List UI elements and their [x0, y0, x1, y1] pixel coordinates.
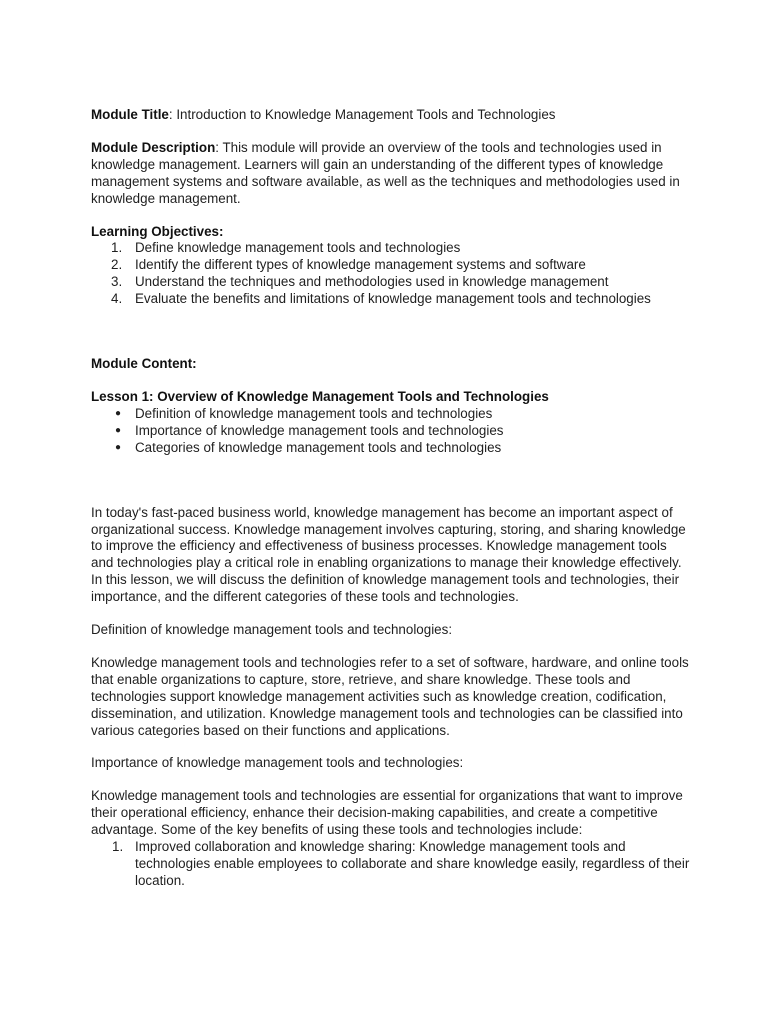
bullet-icon: ● [115, 407, 122, 419]
lesson-heading [91, 389, 691, 406]
list-item [91, 240, 691, 257]
learning-objectives-heading [91, 224, 691, 241]
module-description-value: : This module will provide an overview of the tools and technologies used in knowledge management. Learners will gain an understanding of the different types of knowledge management systems and software available, as well as the techniques and methodologies used in knowledge management. [91, 139, 680, 206]
module-content-heading-text: Module Content: [91, 356, 197, 372]
list-item-text: Categories of knowledge management tools and technologies [135, 439, 502, 455]
document-page [91, 107, 691, 890]
list-item [91, 839, 691, 890]
benefits-list [91, 839, 691, 890]
lesson-intro-paragraph: In today's fast-paced business world, knowledge management has become an important aspect of organizational success. Knowledge management involves capturing, storing, and sharing knowledge to improve the efficiency and effectiveness of business processes. Knowledge management tools and technologies play a critical role in enabling organizations to manage their knowledge effectively. In this lesson, we will discuss the definition of knowledge management tools and technologies, their importance, and the different categories of these tools and technologies. [91, 504, 686, 605]
list-item-text: Importance of knowledge management tools and technologies [135, 422, 504, 438]
list-item-number: 2. [111, 257, 123, 273]
list-item-number: 1. [112, 839, 124, 855]
list-item-number: 4. [111, 291, 123, 307]
list-item [91, 423, 691, 440]
list-item [91, 406, 691, 423]
module-description-paragraph [91, 140, 691, 208]
lesson-topics-list [91, 406, 691, 457]
list-item-text: Improved collaboration and knowledge sharing: Knowledge management tools and technologies enable employees to collaborate and share knowledge easily, regardless of their location. [135, 839, 690, 888]
lesson-heading-text: Lesson 1: Overview of Knowledge Management Tools and Technologies [91, 388, 549, 404]
list-item-text: Understand the techniques and methodologies used in knowledge management [135, 274, 609, 290]
list-item [91, 440, 691, 457]
list-item-text: Definition of knowledge management tools and technologies [135, 405, 493, 421]
list-item-text: Identify the different types of knowledge management systems and software [135, 257, 586, 273]
bullet-icon: ● [115, 424, 122, 436]
module-title-value: : Introduction to Knowledge Management Tools and Technologies [168, 107, 556, 122]
module-title-line [91, 107, 691, 124]
importance-heading: Importance of knowledge management tools and technologies: [91, 755, 464, 771]
importance-paragraph: Knowledge management tools and technologies are essential for organizations that want to improve their operational efficiency, enhance their decision-making capabilities, and create a competitive advantage. Some of the key benefits of using these tools and technologies include: [91, 788, 683, 838]
definition-heading: Definition of knowledge management tools and technologies: [91, 622, 453, 638]
list-item-text: Evaluate the benefits and limitations of knowledge management tools and technologies [135, 291, 651, 307]
learning-objectives-list [91, 240, 691, 308]
definition-paragraph: Knowledge management tools and technologies refer to a set of software, hardware, and online tools that enable organizations to capture, store, retrieve, and share knowledge. These tools and technologies support knowledge management activities such as knowledge creation, codification, dissemination, and utilization. Knowledge management tools and technologies can be classified into various categories based on their functions and applications. [91, 654, 689, 738]
list-item-number: 1. [111, 240, 123, 256]
list-item-number: 3. [111, 274, 123, 290]
module-description-label: Module Description [91, 139, 216, 155]
learning-objectives-heading-text: Learning Objectives: [91, 223, 224, 239]
list-item [91, 291, 691, 308]
list-item-text: Define knowledge management tools and technologies [135, 240, 461, 256]
module-content-heading [91, 356, 691, 373]
list-item [91, 257, 691, 274]
list-item [91, 274, 691, 291]
bullet-icon: ● [115, 441, 122, 453]
module-title-label: Module Title [91, 107, 169, 122]
